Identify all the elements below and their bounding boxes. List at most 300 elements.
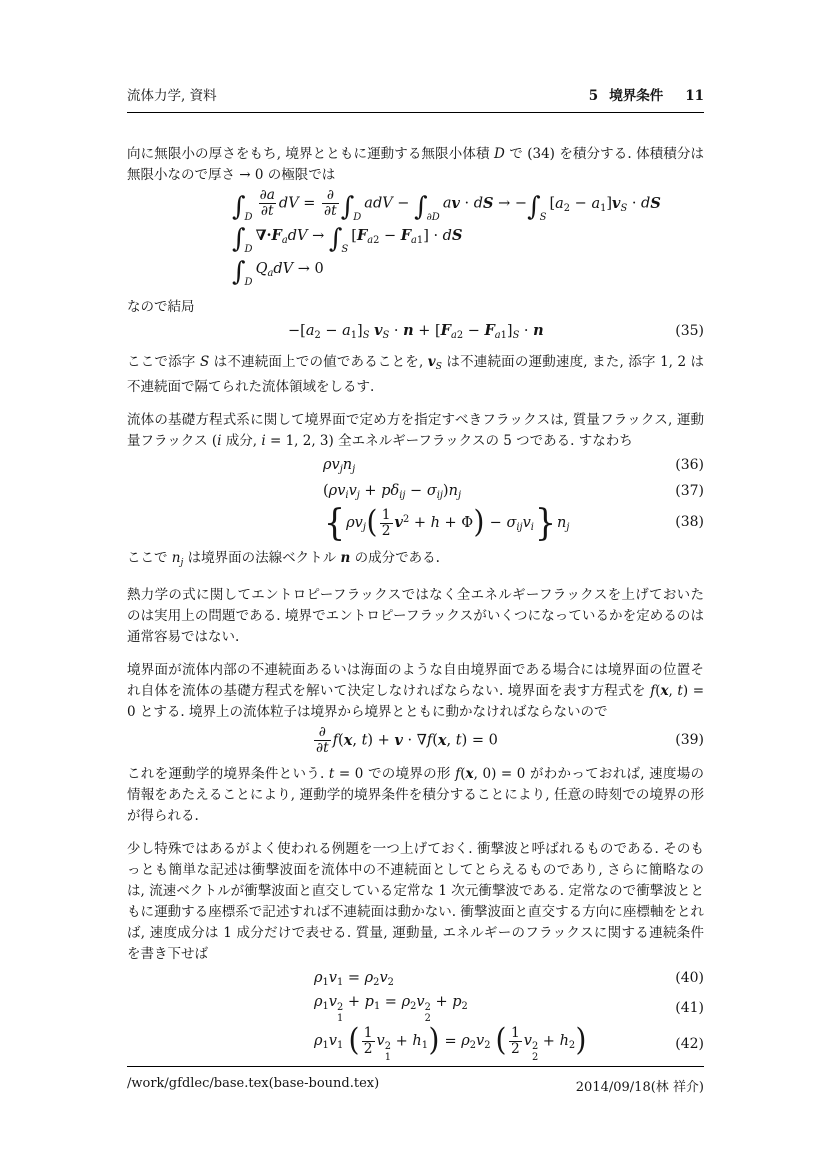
math-base: ∂ <box>318 724 326 741</box>
big-delimiter: ) <box>473 504 485 540</box>
math-run <box>299 196 320 212</box>
equation-line <box>127 501 704 544</box>
fraction <box>314 725 331 756</box>
math-run <box>650 196 660 212</box>
text-run: 熱力学の式に関してエントロピーフラックスではなく全エネルギーフラックスを上げておいたのは実用上の問題である. 境界でエントロピーフラックスがいくつになっているかを定めるのは通常容易ではない. <box>127 587 704 646</box>
math-run <box>566 522 569 533</box>
math-run <box>559 1033 576 1052</box>
fraction-denominator <box>314 740 331 756</box>
math-run <box>332 457 343 473</box>
math-base: ij <box>516 522 523 534</box>
page-content <box>127 88 704 1071</box>
equation-math <box>232 226 462 257</box>
text-run: 2 <box>384 1041 391 1053</box>
text-run: ) = 0 とする. 境界上の流体粒子は境界から境界とともに動かなければならないので <box>127 683 705 721</box>
integral-glyph: ∫ <box>232 191 246 222</box>
math-run <box>200 354 209 370</box>
subscript <box>363 522 366 533</box>
math-run <box>256 261 274 277</box>
math-base: D <box>353 211 362 223</box>
big-delimiter: ( <box>348 1022 360 1058</box>
math-base: v <box>331 456 340 473</box>
paragraph-1 <box>127 144 704 186</box>
math-base: + <box>390 1033 413 1050</box>
math-base: D <box>244 244 253 256</box>
equation-math <box>288 322 544 342</box>
math-base: S <box>382 329 390 341</box>
subscript <box>451 330 463 341</box>
subscript <box>367 235 379 246</box>
text-run: 2 <box>314 329 321 341</box>
math-run <box>349 483 360 499</box>
math-base: i <box>530 522 534 534</box>
math-run <box>463 323 484 339</box>
equation-group-35 <box>127 320 704 344</box>
math-base: , <box>352 732 362 749</box>
math-base: v <box>394 514 403 532</box>
footer-date-author: 2014/09/18(林 祥介) <box>575 1080 704 1095</box>
math-run <box>329 483 338 499</box>
math-run <box>376 1033 391 1063</box>
math-run <box>400 227 424 247</box>
math-base: F <box>271 227 282 245</box>
math-base: p <box>452 994 462 1011</box>
math-run <box>379 228 400 244</box>
math-run <box>327 187 334 203</box>
math-run <box>288 323 306 339</box>
fraction-denominator <box>259 203 276 219</box>
text-run: は不連続面の運動速度, また, 添字 1, 2 は不連続面で隔てられた流体領域をしるす. <box>127 354 705 395</box>
math-base: ] · <box>423 228 443 245</box>
math-run <box>393 196 414 212</box>
math-run <box>431 515 440 531</box>
integral-glyph: ∫ <box>414 191 428 222</box>
text-run: 2 <box>337 1002 344 1014</box>
math-base: ) <box>442 482 449 499</box>
math-run <box>427 483 443 499</box>
math-base: d <box>442 228 452 245</box>
math-run <box>364 196 373 212</box>
math-base: a <box>494 329 501 341</box>
equation-line <box>127 320 704 344</box>
math-base: v <box>376 1033 385 1050</box>
math-base: t <box>328 766 335 783</box>
math-base: d <box>473 195 484 212</box>
equation-line <box>127 967 704 991</box>
big-delimiter: ( <box>366 504 378 540</box>
fraction <box>362 1026 375 1057</box>
text-run: 2 <box>387 977 394 989</box>
fraction-numerator <box>317 725 328 740</box>
text-run: 2 <box>402 514 410 526</box>
subscript <box>388 977 394 988</box>
math-base: v <box>522 515 531 532</box>
math-run <box>314 969 329 989</box>
math-base: j <box>352 463 356 475</box>
math-base: → 0 <box>293 260 324 277</box>
math-run <box>342 323 357 339</box>
text-run: は不連続面上での値であることを, <box>209 354 428 371</box>
math-run <box>423 228 442 244</box>
math-base: S <box>199 354 210 371</box>
math-base: a <box>364 195 373 212</box>
integral-glyph: ∫ <box>328 224 343 255</box>
math-run <box>627 196 641 212</box>
math-base: h <box>412 1033 422 1050</box>
equation-math <box>323 501 570 544</box>
math-base: ρ <box>364 969 374 986</box>
math-base: −[ <box>288 322 306 339</box>
fraction <box>509 1026 522 1057</box>
subscript <box>458 490 461 501</box>
text-run: 1 <box>500 329 507 341</box>
text-run: 2 <box>410 1001 417 1013</box>
math-run <box>380 994 401 1010</box>
math-base: i <box>261 433 266 449</box>
math-run <box>466 766 474 782</box>
math-run <box>612 196 627 212</box>
math-run <box>555 196 570 212</box>
math-base: + <box>430 994 453 1011</box>
math-base: a <box>305 322 315 339</box>
math-run <box>409 515 430 531</box>
paragraph-9 <box>127 839 704 965</box>
integral-bound <box>353 212 361 223</box>
math-run <box>449 483 461 499</box>
header-right <box>589 88 704 104</box>
math-run <box>343 457 355 473</box>
equation-math <box>314 1022 587 1063</box>
big-delimiter: } <box>534 501 557 544</box>
math-base: v <box>379 969 388 986</box>
math-run <box>364 969 380 989</box>
math-base: ∂t <box>324 203 337 220</box>
math-base: p <box>364 994 374 1011</box>
math-run <box>245 212 253 223</box>
equation-line <box>127 725 704 756</box>
text-run: 境界面が流体内部の不連続面あるいは海面のような自由境界面である場合には境界面の位置それ自体を流体の基礎方程式を解いて決定しなければならない. 境界面を表す方程式を <box>127 662 704 700</box>
math-run <box>328 969 344 989</box>
math-run <box>531 522 534 533</box>
text-run: ( <box>655 683 661 700</box>
math-base: a <box>555 195 564 212</box>
subscript <box>566 522 569 533</box>
math-base: ] <box>357 322 363 339</box>
text-run: 1 <box>337 1012 344 1024</box>
math-base: n <box>340 550 351 567</box>
equation-number: (37) <box>675 483 704 500</box>
math-base <box>490 1033 495 1049</box>
math-run <box>343 970 364 986</box>
math-run <box>416 994 431 1024</box>
math-run <box>171 550 184 569</box>
text-run: は境界面の法線ベクトル <box>183 550 341 567</box>
math-base: ρ <box>401 994 411 1011</box>
math-run <box>405 483 426 499</box>
fraction-denominator <box>380 523 393 539</box>
paragraph-7 <box>127 660 704 723</box>
math-run <box>438 733 447 749</box>
math-base: n <box>342 456 353 473</box>
text-run: = 1, 2, 3) 全エネルギーフラックスの 5 つである. すなわち <box>265 433 633 449</box>
math-run <box>403 733 427 749</box>
big-delimiter: ) <box>428 1022 440 1058</box>
equation-group-integrals <box>127 188 704 289</box>
equation-number: (40) <box>675 970 704 987</box>
math-base: v <box>337 482 346 499</box>
math-base: i <box>217 433 222 449</box>
subscript <box>352 464 355 475</box>
math-base: j <box>339 463 343 475</box>
math-run <box>428 354 442 370</box>
math-run <box>389 323 403 339</box>
equation-number: (38) <box>675 514 704 531</box>
math-base: i <box>345 489 349 501</box>
math-base: S <box>451 227 463 245</box>
paragraph-8 <box>127 764 704 827</box>
fraction <box>380 508 393 539</box>
math-run <box>373 196 393 212</box>
integral-glyph: ∫ <box>232 256 246 287</box>
math-base: , <box>446 732 456 749</box>
math-base: t <box>455 732 462 749</box>
math-base: v <box>394 731 403 749</box>
math-run <box>324 203 337 219</box>
math-base: x <box>660 683 669 700</box>
math-base: a <box>342 322 351 339</box>
math-base: + <box>409 515 431 532</box>
math-base: t <box>361 732 368 749</box>
math-run <box>476 1033 491 1052</box>
math-run <box>431 994 452 1010</box>
math-run <box>506 515 523 534</box>
paragraph-5 <box>127 548 704 573</box>
math-base: dV <box>278 195 299 212</box>
math-base: t <box>677 683 683 700</box>
math-run <box>343 1033 348 1049</box>
page-header <box>127 88 704 113</box>
math-run <box>354 515 366 534</box>
math-base: − <box>570 195 592 212</box>
equation-number: (35) <box>675 323 704 340</box>
math-run <box>374 323 389 339</box>
math-base: S <box>483 194 494 212</box>
math-run <box>340 550 350 566</box>
equation-line <box>127 454 704 478</box>
equation-math <box>232 188 661 224</box>
text-run: 2 <box>424 1002 431 1014</box>
math-run <box>427 212 440 223</box>
math-base: + [ <box>413 322 441 339</box>
math-base: ρ <box>314 994 323 1011</box>
math-base: v <box>416 994 425 1011</box>
subscript <box>495 330 507 341</box>
math-run <box>443 228 452 244</box>
math-base: = <box>439 1033 462 1050</box>
math-run <box>447 733 456 749</box>
text-run: 1 <box>322 1040 329 1052</box>
math-run <box>273 261 293 277</box>
math-base: ) + <box>367 732 395 749</box>
text-run: 2 <box>563 202 571 214</box>
math-base: ij <box>436 489 443 501</box>
fraction <box>322 188 339 219</box>
math-run <box>356 227 380 247</box>
integral-glyph: ∫ <box>232 224 246 255</box>
math-base: S <box>362 329 370 341</box>
math-run <box>353 212 361 223</box>
fraction-denominator <box>362 1041 375 1057</box>
math-base: [ <box>351 228 357 245</box>
text-run: 2 <box>484 1040 491 1052</box>
math-base: · ∇ <box>402 732 427 749</box>
math-base: j <box>356 489 360 501</box>
math-base: δ <box>390 482 400 499</box>
math-run <box>271 227 288 247</box>
math-run <box>394 733 402 749</box>
math-base: + <box>359 482 382 499</box>
math-base: f <box>426 732 433 749</box>
equation-group-36-38 <box>127 454 704 544</box>
equation-math <box>314 969 394 989</box>
math-base: h <box>430 515 440 532</box>
equation-math <box>314 993 468 1024</box>
math-run <box>379 969 394 989</box>
math-base: D <box>244 211 253 223</box>
math-run <box>346 515 355 531</box>
math-run <box>360 483 381 499</box>
math-run <box>462 733 498 749</box>
math-base: dV <box>372 195 393 212</box>
math-base: j <box>457 489 461 501</box>
math-base: F <box>400 227 412 245</box>
math-run <box>458 490 461 501</box>
math-run <box>484 323 506 339</box>
equation-line <box>127 993 704 1024</box>
math-run <box>412 1033 428 1052</box>
text-run: 2 <box>531 1041 539 1053</box>
text-run: 1 <box>381 506 391 523</box>
math-base: ∇· <box>255 227 272 245</box>
equation-group-40-42 <box>127 967 704 1063</box>
math-base: n <box>557 515 567 532</box>
math-base: → <box>307 228 329 245</box>
math-base: dV <box>273 260 294 277</box>
text-run: 向に無限小の厚さをもち, 境界とともに運動する無限小体積 <box>127 146 494 163</box>
fraction-numerator <box>362 1026 375 1041</box>
integral-bound <box>341 244 348 255</box>
text-run: なので結局 <box>127 299 195 316</box>
math-base: ρ <box>314 1033 323 1050</box>
math-run <box>522 515 534 534</box>
math-run <box>507 323 519 339</box>
math-run <box>451 196 459 212</box>
math-run <box>381 483 390 499</box>
math-base: + Φ <box>439 515 474 532</box>
text-run: 1 <box>416 235 424 247</box>
math-base: = <box>343 969 365 986</box>
math-base: f <box>332 732 339 749</box>
equation-math <box>312 725 498 756</box>
text-run: 2 <box>510 1040 520 1057</box>
math-base: ( <box>338 732 344 749</box>
math-run <box>323 457 332 473</box>
text-run: 1 <box>337 1040 344 1052</box>
math-run <box>260 187 275 203</box>
math-base: ρ <box>346 515 355 532</box>
text-run: 1 <box>384 1051 391 1063</box>
integral-bound <box>427 212 440 223</box>
equation-number: (42) <box>675 1035 704 1052</box>
fraction-denominator <box>509 1041 522 1057</box>
text-run: 2 <box>568 1040 576 1052</box>
math-run <box>352 733 361 749</box>
text-run: 成分, <box>221 433 262 449</box>
text-run: 2 <box>424 1012 431 1024</box>
math-base: ∂a <box>259 187 275 204</box>
math-base: S <box>650 194 661 212</box>
math-base: d <box>641 195 651 212</box>
math-base: n <box>448 482 458 499</box>
equation-math <box>232 256 324 290</box>
math-run <box>533 323 544 339</box>
math-base: f <box>455 766 461 783</box>
math-base: ( <box>323 482 329 499</box>
math-base: ρ <box>314 969 323 986</box>
integral-symbol <box>232 226 256 257</box>
math-base: a <box>442 195 452 212</box>
math-base: = <box>380 994 402 1011</box>
math-run <box>352 464 355 475</box>
equation-math <box>323 482 461 502</box>
math-run <box>319 724 326 740</box>
integral-bound <box>245 212 253 223</box>
math-run <box>279 196 299 212</box>
integral-glyph: ∫ <box>340 191 355 222</box>
math-run <box>261 203 274 219</box>
paragraph-2 <box>127 297 704 318</box>
math-run <box>307 228 328 244</box>
paragraph-4 <box>127 410 704 452</box>
math-base: x <box>343 731 353 749</box>
math-base: dV <box>287 228 308 245</box>
math-base: − <box>405 482 427 499</box>
fraction-denominator <box>322 203 339 219</box>
math-base: n <box>403 321 414 339</box>
text-run: 1 <box>373 1001 381 1013</box>
text-run: 2 <box>381 522 391 539</box>
math-base: v <box>427 354 436 371</box>
math-base: = <box>298 195 321 212</box>
math-base: ρ <box>323 456 332 473</box>
math-run <box>460 196 474 212</box>
math-run <box>483 196 493 212</box>
subscript <box>411 235 423 246</box>
fraction-numerator <box>258 188 277 203</box>
integral-bound <box>245 244 253 255</box>
text-run: = 0 での境界の形 <box>334 766 456 783</box>
math-base: ( <box>432 732 438 749</box>
text-run: 2 <box>456 329 464 341</box>
math-base: F <box>356 227 368 245</box>
math-base: − <box>392 195 415 212</box>
math-base: ρ <box>461 1033 470 1050</box>
math-base: ] <box>606 195 613 212</box>
equation-group-39 <box>127 725 704 756</box>
fraction-numerator <box>509 1026 522 1041</box>
math-run <box>245 244 253 255</box>
math-base: j <box>566 522 570 534</box>
